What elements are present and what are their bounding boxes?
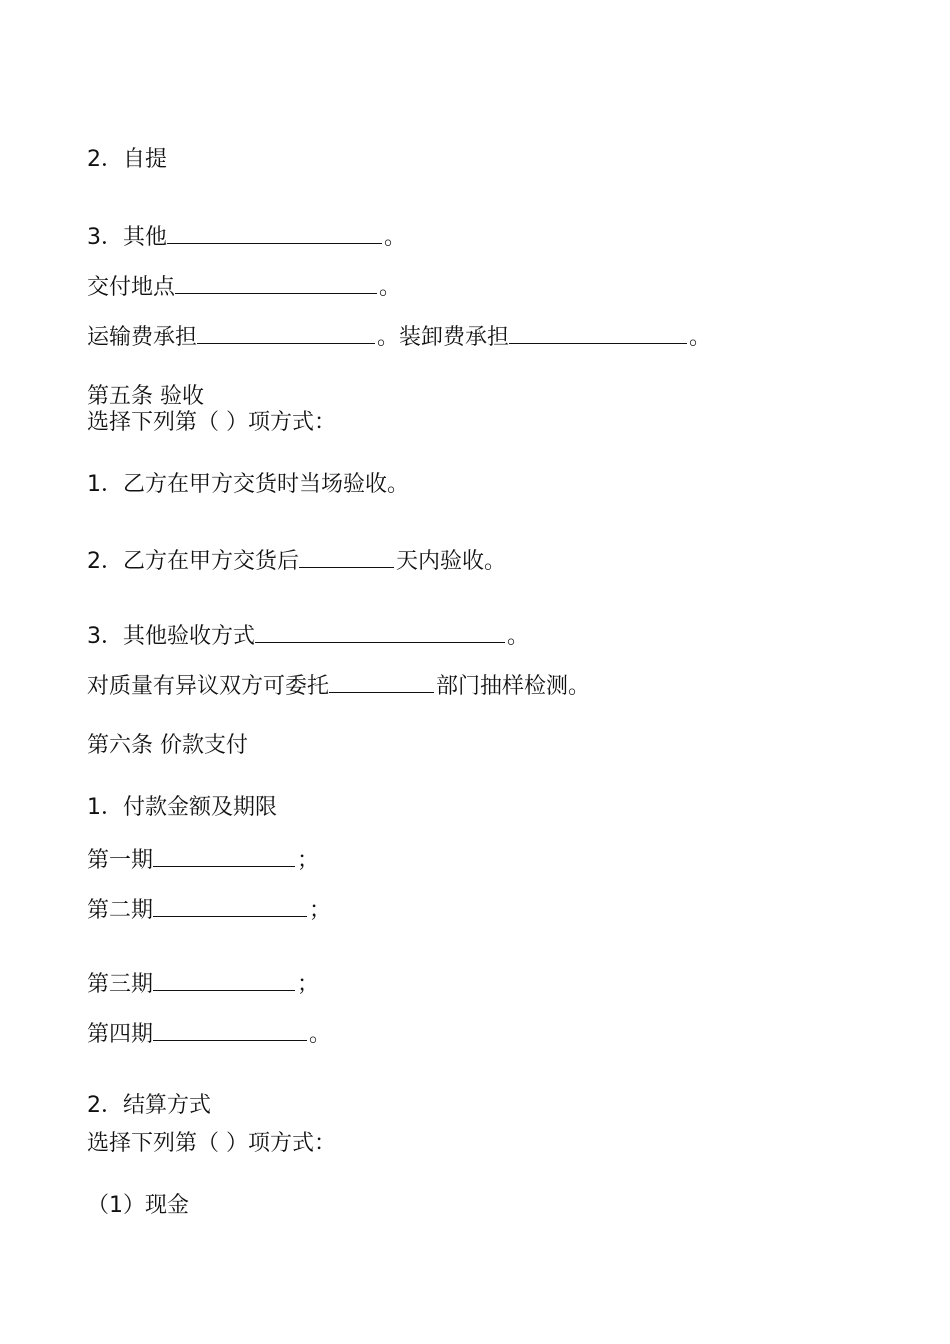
text: 。装卸费承担 (377, 325, 510, 350)
fill-blank[interactable] (153, 894, 307, 917)
text: 。 (379, 275, 402, 300)
text: 部门抽样检测。 (436, 674, 591, 699)
item-self-pickup (87, 146, 167, 174)
text: 第四期 (87, 1022, 154, 1047)
acceptance-on-site (87, 471, 409, 499)
delivery-location (87, 271, 401, 302)
article-six-heading (87, 732, 248, 760)
fill-blank[interactable] (255, 620, 505, 643)
quality-dispute (87, 670, 590, 701)
settlement-cash (87, 1192, 189, 1220)
text: 选择下列第（ ）项方式： (87, 410, 336, 435)
text: 1．付款金额及期限 (87, 795, 277, 820)
choose-settlement (87, 1130, 336, 1158)
fill-blank[interactable] (167, 221, 382, 244)
text: 选择下列第（ ）项方式： (87, 1131, 336, 1156)
text: 。 (309, 1022, 332, 1047)
installment-2 (87, 894, 331, 925)
installment-1 (87, 844, 319, 875)
settlement-method-heading (87, 1092, 211, 1120)
fill-blank[interactable] (153, 844, 295, 867)
text: 。 (689, 325, 712, 350)
fill-blank[interactable] (153, 968, 295, 991)
fill-blank[interactable] (197, 321, 375, 344)
text: 2．结算方式 (87, 1093, 211, 1118)
text: ； (297, 972, 320, 997)
text: （1）现金 (87, 1193, 189, 1218)
article-five-heading (87, 383, 204, 411)
text: 1．乙方在甲方交货时当场验收。 (87, 472, 409, 497)
text: 第三期 (87, 972, 154, 997)
fill-blank[interactable] (509, 321, 687, 344)
text: 第二期 (87, 898, 154, 923)
installment-4 (87, 1018, 331, 1049)
payment-amount-heading (87, 794, 277, 822)
installment-3 (87, 968, 319, 999)
text: 天内验收。 (396, 549, 507, 574)
fill-blank[interactable] (329, 670, 434, 693)
text: 第六条 价款支付 (87, 733, 248, 758)
text: 3．其他验收方式 (87, 624, 255, 649)
text: 3．其他 (87, 225, 167, 250)
text: 交付地点 (87, 275, 176, 300)
text: ； (309, 898, 332, 923)
text: 。 (507, 624, 530, 649)
fill-blank[interactable] (299, 545, 394, 568)
acceptance-within-days (87, 545, 506, 576)
choose-method (87, 409, 336, 437)
text: ； (297, 848, 320, 873)
text: 运输费承担 (87, 325, 198, 350)
fill-blank[interactable] (153, 1018, 307, 1041)
text: 。 (384, 225, 407, 250)
text: 2．乙方在甲方交货后 (87, 549, 299, 574)
fill-blank[interactable] (175, 271, 377, 294)
text: 第五条 验收 (87, 384, 204, 409)
text: 对质量有异议双方可委托 (87, 674, 330, 699)
text: 2．自提 (87, 147, 167, 172)
acceptance-other (87, 620, 529, 651)
item-other-delivery (87, 221, 406, 252)
text: 第一期 (87, 848, 154, 873)
transport-costs (87, 321, 711, 352)
